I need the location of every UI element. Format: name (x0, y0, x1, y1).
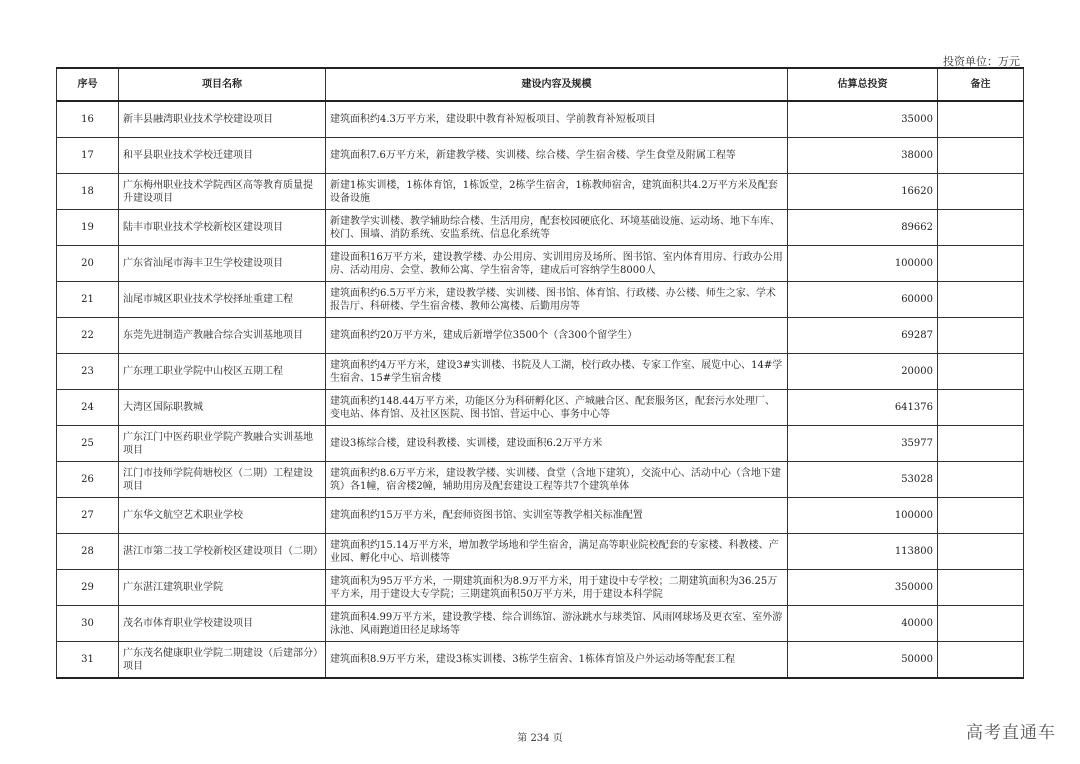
remark-cell (938, 642, 1024, 679)
table-row (57, 642, 1024, 679)
content-cell: 建筑面积约20万平方米，建成后新增学位3500个（含300个留学生） (326, 318, 788, 354)
content-cell: 建筑面积约15万平方米，配套师资图书馆、实训室等教学相关标准配置 (326, 498, 788, 534)
project-name-cell: 湛江市第二技工学校新校区建设项目（二期） (119, 534, 326, 570)
content-cell: 建设3栋综合楼，建设科教楼、实训楼，建设面积6.2万平方米 (326, 426, 788, 462)
investment-cell: 35000 (788, 101, 938, 138)
project-name-cell: 东莞先进制造产教融合综合实训基地项目 (119, 318, 326, 354)
investment-cell: 100000 (788, 498, 938, 534)
investment-cell: 16620 (788, 174, 938, 210)
investment-unit-note: 投资单位：万元 (943, 55, 1020, 68)
content-cell: 建筑面积约6.5万平方米，建设教学楼、实训楼、图书馆、体育馆、行政楼、办公楼、师生之家、学术报告厅、科研楼、学生宿舍楼、教师公寓楼、后勤用房等 (326, 282, 788, 318)
content-cell: 建筑面积约4.3万平方米，建设职中教育补短板项目、学前教育补短板项目 (326, 101, 788, 138)
header-content: 建设内容及规模 (326, 68, 788, 101)
table-row (57, 282, 1024, 318)
investment-cell: 350000 (788, 570, 938, 606)
project-name-cell: 大湾区国际职教城 (119, 390, 326, 426)
header-remark: 备注 (938, 68, 1024, 101)
table-row (57, 101, 1024, 138)
project-name-cell: 茂名市体育职业学校建设项目 (119, 606, 326, 642)
investment-cell: 60000 (788, 282, 938, 318)
remark-cell (938, 101, 1024, 138)
watermark-text: 高考直通车 (966, 723, 1056, 743)
content-cell: 新建教学实训楼、教学辅助综合楼、生活用房，配套校园硬底化、环境基础设施、运动场、地下车库、校门、围墙、消防系统、安监系统、信息化系统等 (326, 210, 788, 246)
seq-cell: 26 (57, 462, 119, 498)
seq-cell: 21 (57, 282, 119, 318)
table-row (57, 498, 1024, 534)
content-cell: 新建1栋实训楼，1栋体育馆，1栋饭堂，2栋学生宿舍，1栋教师宿舍，建筑面积共4.2万平方米及配套设备设施 (326, 174, 788, 210)
seq-cell: 24 (57, 390, 119, 426)
seq-cell: 27 (57, 498, 119, 534)
content-cell: 建筑面积4.99万平方米，建设教学楼、综合训练馆、游泳跳水与球类馆、风雨网球场及更衣室、室外游泳池、风雨跑道田径足球场等 (326, 606, 788, 642)
remark-cell (938, 354, 1024, 390)
seq-cell: 31 (57, 642, 119, 679)
table-row (57, 462, 1024, 498)
investment-cell: 20000 (788, 354, 938, 390)
table-row (57, 210, 1024, 246)
project-name-cell: 广东湛江建筑职业学院 (119, 570, 326, 606)
investment-cell: 69287 (788, 318, 938, 354)
remark-cell (938, 390, 1024, 426)
table-row (57, 606, 1024, 642)
remark-cell (938, 606, 1024, 642)
remark-cell (938, 246, 1024, 282)
seq-cell: 18 (57, 174, 119, 210)
project-name-cell: 广东茂名健康职业学院二期建设（后建部分）项目 (119, 642, 326, 679)
seq-cell: 25 (57, 426, 119, 462)
table-row (57, 390, 1024, 426)
investment-cell: 89662 (788, 210, 938, 246)
table-header-row (57, 68, 1024, 101)
remark-cell (938, 318, 1024, 354)
content-cell: 建设面积16万平方米，建设教学楼、办公用房、实训用房及场所、图书馆、室内体育用房、行政办公用房、活动用房、会堂、教师公寓、学生宿舍等，建成后可容纳学生8000人 (326, 246, 788, 282)
remark-cell (938, 570, 1024, 606)
project-name-cell: 广东省汕尾市海丰卫生学校建设项目 (119, 246, 326, 282)
content-cell: 建筑面积7.6万平方米，新建教学楼、实训楼、综合楼、学生宿舍楼、学生食堂及附属工程等 (326, 138, 788, 174)
table-row (57, 426, 1024, 462)
seq-cell: 19 (57, 210, 119, 246)
investment-cell: 40000 (788, 606, 938, 642)
table-body (57, 101, 1024, 678)
remark-cell (938, 426, 1024, 462)
content-cell: 建筑面积约8.6万平方米，建设教学楼、实训楼、食堂（含地下建筑），交流中心、活动中心（含地下建筑）各1幢，宿舍楼2幢，辅助用房及配套建设工程等共7个建筑单体 (326, 462, 788, 498)
table-row (57, 138, 1024, 174)
investment-cell: 50000 (788, 642, 938, 679)
seq-cell: 16 (57, 101, 119, 138)
seq-cell: 30 (57, 606, 119, 642)
remark-cell (938, 534, 1024, 570)
seq-cell: 28 (57, 534, 119, 570)
project-name-cell: 广东梅州职业技术学院西区高等教育质量提升建设项目 (119, 174, 326, 210)
remark-cell (938, 282, 1024, 318)
content-cell: 建筑面积约4万平方米，建设3#实训楼、书院及人工湖，校行政办楼、专家工作室、展览中心、14#学生宿舍、15#学生宿舍楼 (326, 354, 788, 390)
page-number: 第 234 页 (517, 733, 563, 744)
investment-cell: 35977 (788, 426, 938, 462)
project-name-cell: 和平县职业技术学校迁建项目 (119, 138, 326, 174)
project-name-cell: 汕尾市城区职业技术学校择址重建工程 (119, 282, 326, 318)
table-row (57, 246, 1024, 282)
remark-cell (938, 498, 1024, 534)
project-name-cell: 江门市技师学院荷塘校区（二期）工程建设项目 (119, 462, 326, 498)
table-row (57, 570, 1024, 606)
remark-cell (938, 462, 1024, 498)
table-row (57, 174, 1024, 210)
project-name-cell: 陆丰市职业技术学校新校区建设项目 (119, 210, 326, 246)
project-name-cell: 广东江门中医药职业学院产教融合实训基地项目 (119, 426, 326, 462)
investment-cell: 100000 (788, 246, 938, 282)
seq-cell: 22 (57, 318, 119, 354)
table-row (57, 318, 1024, 354)
investment-cell: 53028 (788, 462, 938, 498)
header-name: 项目名称 (119, 68, 326, 101)
content-cell: 建筑面积8.9万平方米，建设3栋实训楼、3栋学生宿舍、1栋体育馆及户外运动场等配套工程 (326, 642, 788, 679)
remark-cell (938, 174, 1024, 210)
remark-cell (938, 210, 1024, 246)
seq-cell: 23 (57, 354, 119, 390)
investment-cell: 38000 (788, 138, 938, 174)
seq-cell: 17 (57, 138, 119, 174)
seq-cell: 29 (57, 570, 119, 606)
header-amount: 估算总投资 (788, 68, 938, 101)
remark-cell (938, 138, 1024, 174)
investment-cell: 113800 (788, 534, 938, 570)
project-table (56, 67, 1024, 679)
project-name-cell: 广东华文航空艺术职业学校 (119, 498, 326, 534)
content-cell: 建筑面积为95万平方米，一期建筑面积为8.9万平方米，用于建设中专学校；二期建筑面积为36.25万平方米，用于建设大专学院；三期建筑面积50万平方米，用于建设本科学院 (326, 570, 788, 606)
seq-cell: 20 (57, 246, 119, 282)
header-seq: 序号 (57, 68, 119, 101)
content-cell: 建筑面积约148.44万平方米，功能区分为科研孵化区、产城融合区、配套服务区，配套污水处理厂、变电站、体育馆、及社区医院、图书馆、营运中心、事务中心等 (326, 390, 788, 426)
content-cell: 建筑面积约15.14万平方米，增加教学场地和学生宿舍，满足高等职业院校配套的专家楼、科教楼、产业园、孵化中心、培训楼等 (326, 534, 788, 570)
project-name-cell: 广东理工职业学院中山校区五期工程 (119, 354, 326, 390)
table-row (57, 354, 1024, 390)
project-name-cell: 新丰县融湾职业技术学校建设项目 (119, 101, 326, 138)
investment-cell: 641376 (788, 390, 938, 426)
table-row (57, 534, 1024, 570)
